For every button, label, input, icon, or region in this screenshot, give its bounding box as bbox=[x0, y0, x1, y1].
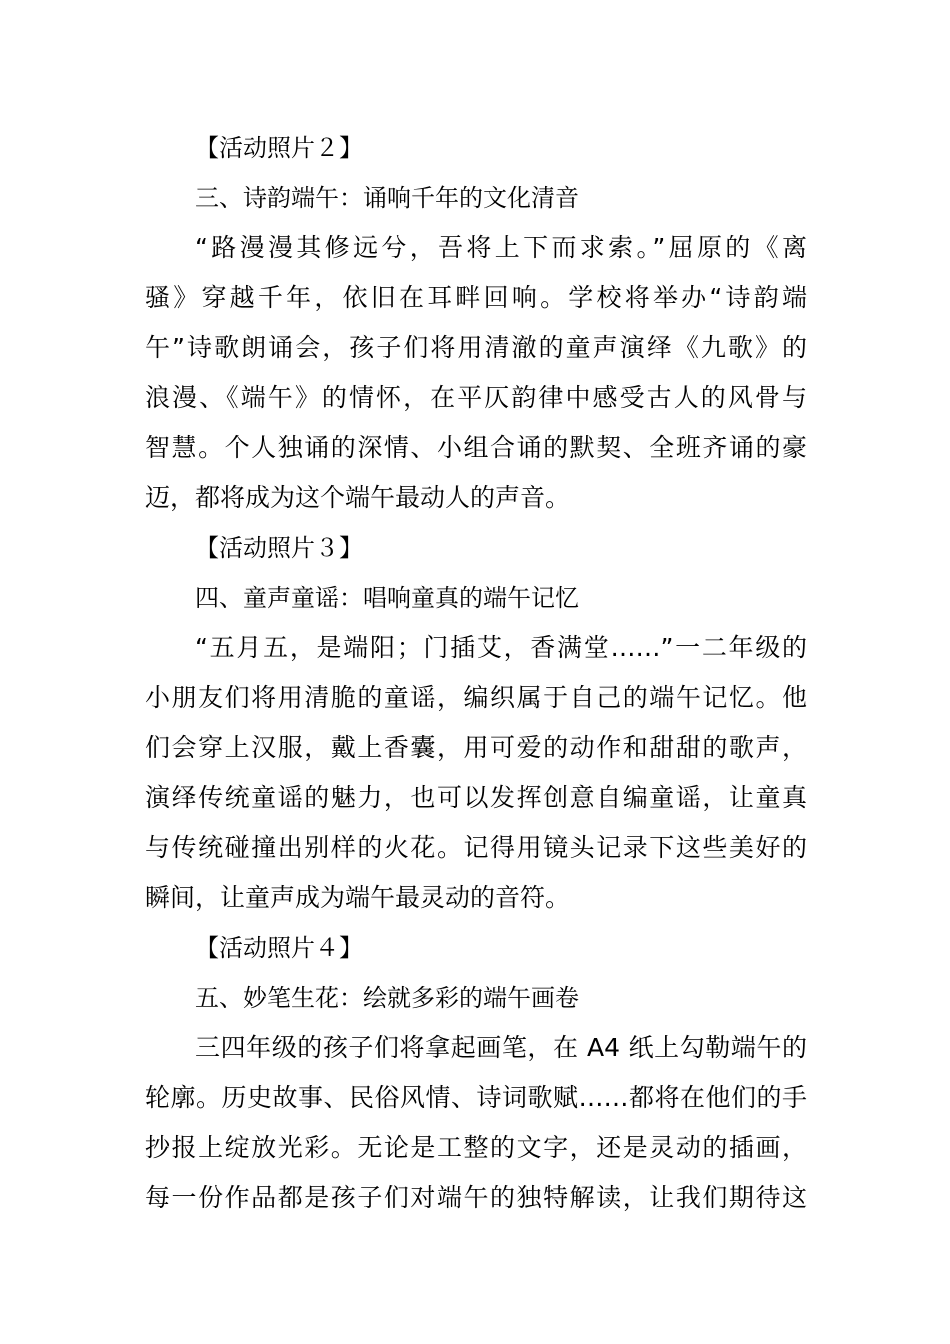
paragraph-line: 瞬间，让童声成为端午最灵动的音符。 bbox=[145, 883, 571, 912]
paragraph-line: 骚》穿越千年，依旧在耳畔回响。学校将举办“诗韵端 bbox=[145, 283, 807, 312]
paragraph-line: 与传统碰撞出别样的火花。记得用镜头记录下这些美好的 bbox=[145, 833, 807, 862]
paragraph-line: 抄报上绽放光彩。无论是工整的文字，还是灵动的插画， bbox=[145, 1133, 807, 1162]
paragraph-line: 浪漫、《端午》的情怀，在平仄韵律中感受古人的风骨与 bbox=[145, 383, 807, 412]
document-body bbox=[145, 123, 807, 1223]
paragraph-line: 们会穿上汉服，戴上香囊，用可爱的动作和甜甜的歌声， bbox=[145, 733, 807, 762]
paragraph-line: 轮廓。历史故事、民俗风情、诗词歌赋……都将在他们的手 bbox=[145, 1083, 807, 1112]
paragraph-line: 迈，都将成为这个端午最动人的声音。 bbox=[145, 483, 571, 512]
paragraph-line: 午”诗歌朗诵会，孩子们将用清澈的童声演绎《九歌》的 bbox=[145, 333, 807, 362]
photo-caption: 【活动照片４】 bbox=[195, 934, 363, 962]
paragraph-line: 小朋友们将用清脆的童谣，编织属于自己的端午记忆。他 bbox=[145, 683, 807, 712]
photo-caption: 【活动照片２】 bbox=[195, 134, 363, 162]
paragraph-line: 智慧。个人独诵的深情、小组合诵的默契、全班齐诵的豪 bbox=[145, 433, 807, 462]
paragraph-line: “五月五，是端阳；门插艾，香满堂……”一二年级的 bbox=[195, 633, 807, 662]
section-heading: 三、诗韵端午：诵响千年的文化清音 bbox=[195, 184, 579, 212]
photo-caption: 【活动照片３】 bbox=[195, 534, 363, 562]
section-heading: 四、童声童谣：唱响童真的端午记忆 bbox=[195, 584, 579, 612]
paragraph-line: 每一份作品都是孩子们对端午的独特解读，让我们期待这 bbox=[145, 1183, 807, 1212]
paragraph-line: 演绎传统童谣的魅力，也可以发挥创意自编童谣，让童真 bbox=[145, 783, 807, 812]
section-heading: 五、妙笔生花：绘就多彩的端午画卷 bbox=[195, 984, 579, 1012]
paragraph-line: 三四年级的孩子们将拿起画笔，在 A4 纸上勾勒端午的 bbox=[195, 1033, 807, 1062]
paragraph-line: “路漫漫其修远兮，吾将上下而求索。”屈原的《离 bbox=[195, 233, 807, 262]
